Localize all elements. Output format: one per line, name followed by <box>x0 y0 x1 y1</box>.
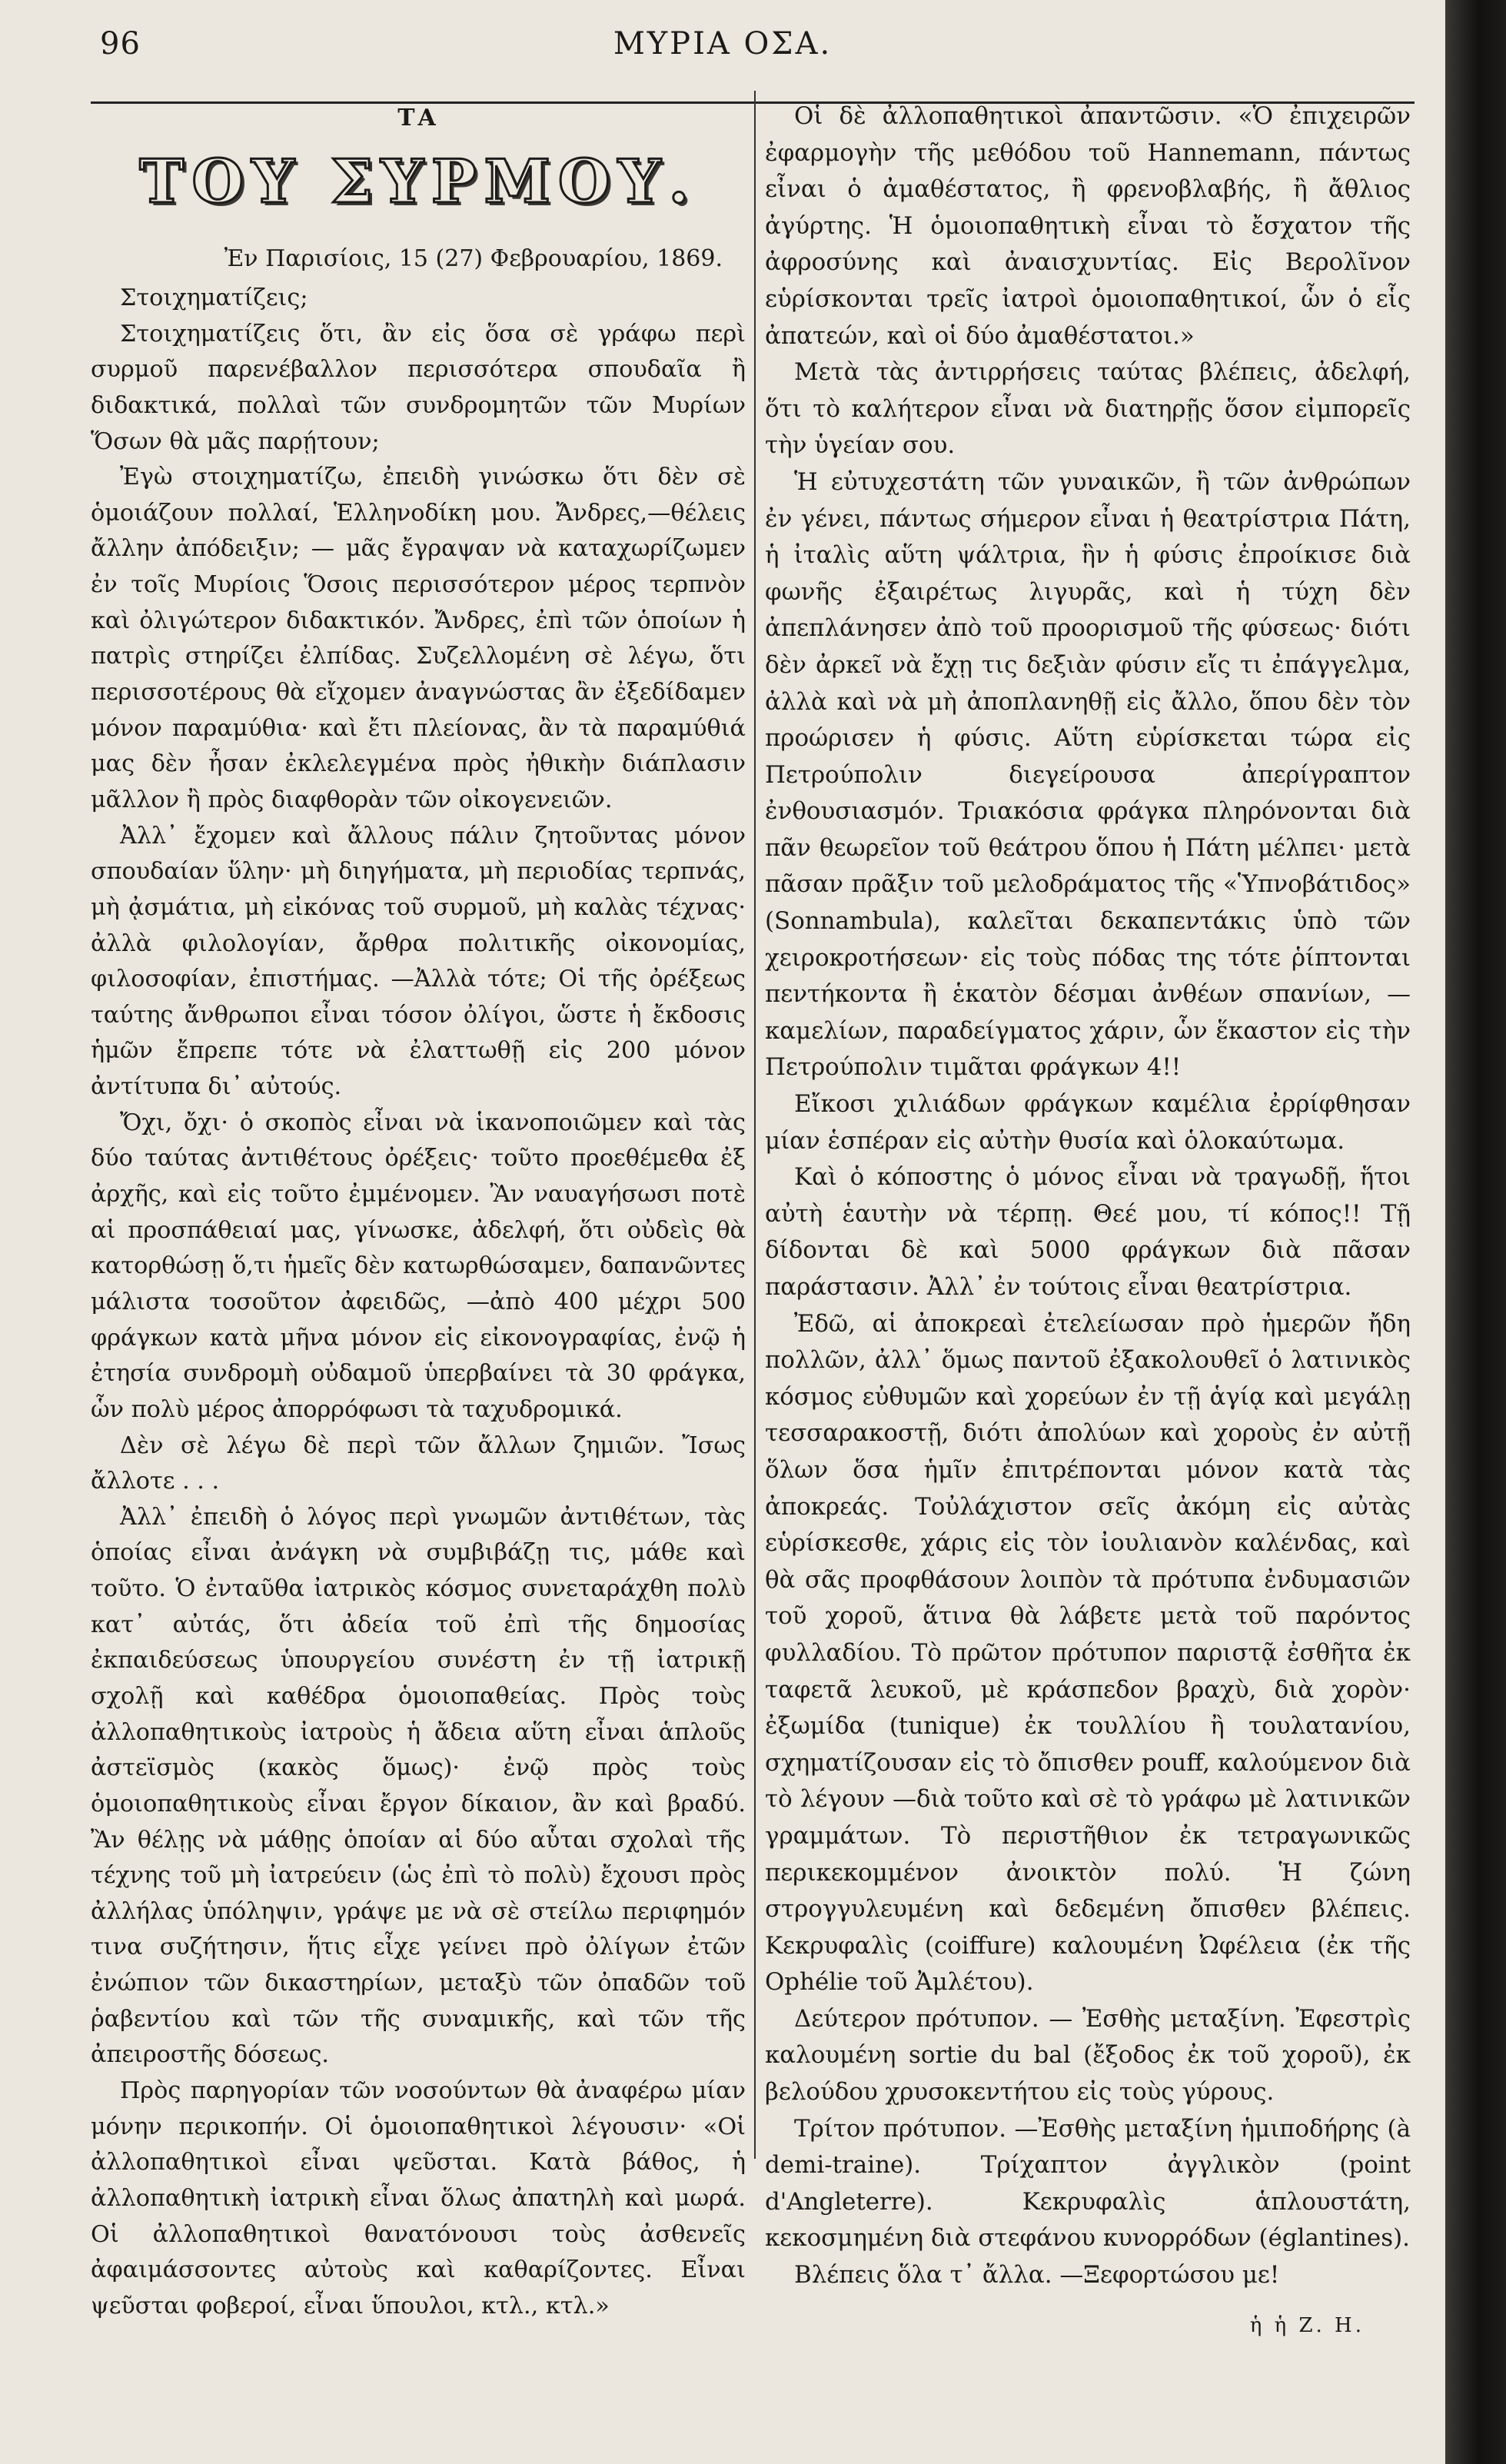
paragraph: Εἴκοσι χιλιάδων φράγκων καμέλια ἐρρίφθησαν μίαν ἑσπέραν εἰς αὐτὴν θυσία καὶ ὁλοκαύτωμα. <box>765 1090 1411 1155</box>
paragraph: Στοιχηματίζεις; <box>120 284 308 311</box>
paragraph: Οἱ δὲ ἀλλοπαθητικοὶ ἀπαντῶσιν. «Ὁ ἐπιχειρῶν ἐφαρμογὴν τῆς μεθόδου τοῦ Hannemann, πάντως εἶναι ὁ ἀμαθέστατος, ἢ φρενοβλαβής, ἢ ἄθλιος ἀγύρτης. Ἡ ὁμοιοπαθητικὴ εἶναι τὸ ἔσχατον τῆς ἀφροσύνης καὶ ἀναισχυντίας. Εἰς Βερολῖνον εὑρίσκονται τρεῖς ἰατροὶ ὁμοιοπαθητικοί, ὧν ὁ εἷς ἀπατεών, καὶ οἱ δύο ἀμαθέστατοι.» <box>765 102 1411 350</box>
book-binding-edge <box>1445 0 1506 2464</box>
paragraph: Δεύτερον πρότυπον. — Ἐσθὴς μεταξίνη. Ἐφεστρὶς καλουμένη sortie du bal (ἔξοδος ἐκ τοῦ χοροῦ), ἐκ βελούδου χρυσοκεντήτου εἰς τοὺς γύρους. <box>765 2004 1411 2107</box>
article-supertitle: ΤΑ <box>397 105 439 131</box>
article-dateline: Ἐν Παρισίοις, 15 (27) Φεβρουαρίου, 1869. <box>224 245 723 272</box>
paragraph: Ἐδῶ, αἱ ἀποκρεαὶ ἐτελείωσαν πρὸ ἡμερῶν ἤδη πολλῶν, ἀλλ᾽ ὅμως παντοῦ ἐξακολουθεῖ ὁ λατινικὸς κόσμος εὐθυμῶν καὶ χορεύων ἐν τῇ ἁγίᾳ καὶ μεγάλῃ τεσσαρακοστῇ, διότι ἀπολύων καὶ χοροὺς ἐν αὐτῇ ὅλων ὅσα ἡμῖν ἐπιτρέπονται μόνον κατὰ τὰς ἀποκρεάς. Τοὐλάχιστον σεῖς ἀκόμη εἰς αὐτὰς εὑρίσκεσθε, χάρις εἰς τὸν ἰουλιανὸν καλένδας, καὶ θὰ σᾶς προφθάσουν λοιπὸν τὰ πρότυπα ἐνδυμασιῶν τοῦ χοροῦ, ἅτινα θὰ λάβετε μετὰ τοῦ παρόντος φυλλαδίου. Τὸ πρῶτον πρότυπον παριστᾷ ἐσθῆτα ἐκ ταφετᾶ λευκοῦ, μὲ κράσπεδον βραχὺ, διὰ χορὸν· ἐξωμίδα (tunique) ἐκ τουλλίου ἢ τουλατανίου, σχηματίζουσαν εἰς τὸ ὄπισθεν pouff, καλούμενον διὰ τὸ λέγουν —διὰ τοῦτο καὶ σὲ τὸ γράφω μὲ λατινικῶν γραμμάτων. Τὸ περιστῆθιον ἐκ τετραγωνικῶς περικεκομμένον ἀνοικτὸν πολύ. Ἡ ζώνη στρογγυλευμένη καὶ δεδεμένη ὄπισθεν βλέπεις. Κεκρυφαλὶς (coiffure) καλουμένη Ὠφέλεια (ἐκ τῆς Ophélie τοῦ Ἀμλέτου). <box>765 1309 1411 1997</box>
left-column <box>91 98 746 2325</box>
paragraph: Βλέπεις ὅλα τ᾽ ἄλλα. —Ξεφορτώσου με! <box>794 2261 1280 2289</box>
paragraph: Δὲν σὲ λέγω δὲ περὶ τῶν ἄλλων ζημιῶν. Ἴσως ἄλλοτε . . . <box>91 1432 746 1495</box>
page-number: 96 <box>100 26 141 62</box>
paragraph: Ἀλλ᾽ ἔχομεν καὶ ἄλλους πάλιν ζητοῦντας μόνον σπουδαίαν ὕλην· μὴ διηγήματα, μὴ περιοδίας τερπνάς, μὴ ᾀσμάτια, μὴ εἰκόνας τοῦ συρμοῦ, μὴ καλὰς τέχνας· ἀλλὰ φιλολογίαν, ἄρθρα πολιτικῆς οἰκονομίας, φιλοσοφίαν, ἐπιστήμας. —Ἀλλὰ τότε; Οἱ τῆς ὀρέξεως ταύτης ἄνθρωποι εἶναι τόσον ὀλίγοι, ὥστε ἡ ἔκδοσις ἡμῶν ἔπρεπε τότε νὰ ἐλαττωθῇ εἰς 200 μόνον ἀντίτυπα δι᾽ αὐτούς. <box>91 822 746 1101</box>
right-column <box>765 98 1411 2344</box>
article-signature: ἡ ἡ Ζ. Η. <box>1249 2313 1365 2337</box>
paragraph: Στοιχηματίζεις ὅτι, ἂν εἰς ὅσα σὲ γράφω περὶ συρμοῦ παρενέβαλλον περισσότερα σπουδαῖα ἢ διδακτικά, πολλαὶ τῶν συνδρομητῶν τῶν Μυρίων Ὅσων θὰ μᾶς παρῄτουν; <box>91 320 746 455</box>
paragraph: Ἐγὼ στοιχηματίζω, ἐπειδὴ γινώσκω ὅτι δὲν σὲ ὁμοιάζουν πολλαί, Ἑλληνοδίκη μου. Ἄνδρες,—θέλεις ἄλλην ἀπόδειξιν; — μᾶς ἔγραψαν νὰ καταχωρίζωμεν ἐν τοῖς Μυρίοις Ὅσοις περισσότερον μέρος τερπνὸν καὶ ὀλιγώτερον διδακτικόν. Ἄνδρες, ἐπὶ τῶν ὁποίων ἡ πατρὶς στηρίζει ἐλπίδας. Συζελλομένη σὲ λέγω, ὅτι περισσοτέρους θὰ εἴχομεν ἀναγνώστας ἂν ἐξεδίδαμεν μόνον παραμύθια· καὶ ἔτι πλείονας, ἂν τὰ παραμύθιά μας δὲν ἦσαν ἐκλελεγμένα πρὸς ἠθικὴν διάπλασιν μᾶλλον ἢ πρὸς διαφθορὰν τῶν οἰκογενειῶν. <box>91 464 746 813</box>
journal-title: ΜΥΡΙΑ ΟΣΑ. <box>613 26 833 62</box>
paragraph: Ἀλλ᾽ ἐπειδὴ ὁ λόγος περὶ γνωμῶν ἀντιθέτων, τὰς ὁποίας εἶναι ἀνάγκη νὰ συμβιβάζῃ τις, μάθε καὶ τοῦτο. Ὁ ἐνταῦθα ἰατρικὸς κόσμος συνεταράχθη πολὺ κατ᾽ αὐτάς, ὅτι ἀδεία τοῦ ἐπὶ τῆς δημοσίας ἐκπαιδεύσεως ὑπουργείου συνέστη ἐν τῇ ἰατρικῇ σχολῇ καὶ καθέδρα ὁμοιοπαθείας. Πρὸς τοὺς ἀλλοπαθητικοὺς ἰατροὺς ἡ ἄδεια αὕτη εἶναι ἁπλοῦς ἀστεϊσμὸς (κακὸς ὅμως)· ἐνῷ πρὸς τοὺς ὁμοιοπαθητικοὺς εἶναι ἔργον δίκαιον, ἂν καὶ βραδύ. Ἂν θέλῃς νὰ μάθῃς ὁποίαν αἱ δύο αὗται σχολαὶ τῆς τέχνης τοῦ μὴ ἰατρεύειν (ὡς ἐπὶ τὸ πολὺ) ἔχουσι πρὸς ἀλλήλας ὑπόληψιν, γράψε με νὰ σὲ στείλω περιφημόν τινα συζήτησιν, ἥτις εἶχε γείνει πρὸ ὀλίγων ἐτῶν ἐνώπιον τῶν δικαστηρίων, μεταξὺ τῶν ὀπαδῶν τοῦ ῥαβεντίου καὶ τῶν τῆς συναμικῆς, καὶ τῶν τῆς ἀπειροστῆς δόσεως. <box>91 1503 746 2069</box>
paragraph: Τρίτον πρότυπον. —Ἐσθὴς μεταξίνη ἡμιποδήρης (à demi-traine). Τρίχαπτον ἀγγλικὸν (point d'Angleterre). Κεκρυφαλὶς ἁπλουστάτη, κεκοσμημένη διὰ στεφάνου κυνορρόδων (églantines). <box>765 2114 1411 2253</box>
article-title: ΤΟΥ ΣΥΡΜΟΥ. <box>139 147 697 217</box>
paragraph: Ἡ εὐτυχεστάτη τῶν γυναικῶν, ἢ τῶν ἀνθρώπων ἐν γένει, πάντως σήμερον εἶναι ἡ θεατρίστρια Πάτη, ἡ ἰταλὶς αὕτη ψάλτρια, ἣν ἡ φύσις ἐπροίκισε διὰ φωνῆς ἐξαιρέτως λιγυρᾶς, καὶ ἡ τύχη δὲν ἀπεπλάνησεν ἀπὸ τοῦ προορισμοῦ τῆς φύσεως· διότι δὲν ἀρκεῖ νὰ ἔχῃ τις δεξιὰν φύσιν εἴς τι ἐπάγγελμα, ἀλλὰ καὶ νὰ μὴ ἀποπλανηθῇ εἰς ἄλλο, ὅπου δὲν τὸν προώρισεν ἡ φύσις. Αὕτη εὑρίσκεται τώρα εἰς Πετρούπολιν διεγείρουσα ἀπερίγραπτον ἐνθουσιασμόν. Τριακόσια φράγκα πληρόνονται διὰ πᾶν θεωρεῖον τοῦ θεάτρου ὅπου ἡ Πάτη μέλπει· μετὰ πᾶσαν πρᾶξιν τοῦ μελοδράματος τῆς «Ὑπνοβάτιδος» (Sonnambula), καλεῖται δεκαπεντάκις ὑπὸ τῶν χειροκροτήσεων· εἰς τοὺς πόδας της τότε ῥίπτονται πεντήκοντα ἢ ἑκατὸν δέσμαι ἀνθέων σπανίων, — καμελίων, παραδείγματος χάριν, ὧν ἕκαστον εἰς τὴν Πετρούπολιν τιμᾶται φράγκων 4!! <box>765 467 1411 1082</box>
paragraph: Μετὰ τὰς ἀντιρρήσεις ταύτας βλέπεις, ἀδελφή, ὅτι τὸ καλήτερον εἶναι νὰ διατηρῇς ὅσον εἰμπορεῖς τὴν ὑγείαν σου. <box>765 358 1411 460</box>
paragraph: Πρὸς παρηγορίαν τῶν νοσούντων θὰ ἀναφέρω μίαν μόνην περικοπήν. Οἱ ὁμοιοπαθητικοὶ λέγουσιν· «Οἱ ἀλλοπαθητικοὶ εἶναι ψεῦσται. Κατὰ βάθος, ἡ ἀλλοπαθητικὴ ἰατρικὴ εἶναι ὅλως ἀπατηλὴ καὶ μωρά. Οἱ ἀλλοπαθητικοὶ θανατόνουσι τοὺς ἀσθενεῖς ἀφαιμάσσοντες αὐτοὺς καὶ καθαρίζοντες. Εἶναι ψεῦσται φοβεροί, εἶναι ὕπουλοι, κτλ., κτλ.» <box>91 2077 746 2319</box>
column-divider <box>754 91 756 2159</box>
page-header <box>31 22 1415 83</box>
paragraph: Ὄχι, ὄχι· ὁ σκοπὸς εἶναι νὰ ἱκανοποιῶμεν καὶ τὰς δύο ταύτας ἀντιθέτους ὀρέξεις· τοῦτο προεθέμεθα ἐξ ἀρχῆς, καὶ εἰς τοῦτο ἐμμένομεν. Ἂν ναυαγήσωσι ποτὲ αἱ προσπάθειαί μας, γίνωσκε, ἀδελφή, ὅτι οὐδεὶς θὰ κατορθώσῃ ὅ,τι ἡμεῖς δὲν κατωρθώσαμεν, δαπανῶντες μάλιστα τοσοῦτον ἀφειδῶς, —ἀπὸ 400 μέχρι 500 φράγκων κατὰ μῆνα μόνον εἰς εἰκονογραφίας, ἐνῷ ἡ ἐτησία συνδρομὴ οὐδαμοῦ ὑπερβαίνει τὰ 30 φράγκα, ὧν πολὺ μέρος ἀπορρόφωσι τὰ ταχυδρομικά. <box>91 1109 746 1423</box>
paragraph: Καὶ ὁ κόποστης ὁ μόνος εἶναι νὰ τραγωδῇ, ἥτοι αὐτὴ ἑαυτὴν νὰ τέρπῃ. Θεέ μου, τί κόπος!! Τῇ δίδονται δὲ καὶ 5000 φράγκων διὰ πᾶσαν παράστασιν. Ἀλλ᾽ ἐν τούτοις εἶναι θεατρίστρια. <box>765 1163 1411 1301</box>
article-title-banner <box>91 140 746 238</box>
